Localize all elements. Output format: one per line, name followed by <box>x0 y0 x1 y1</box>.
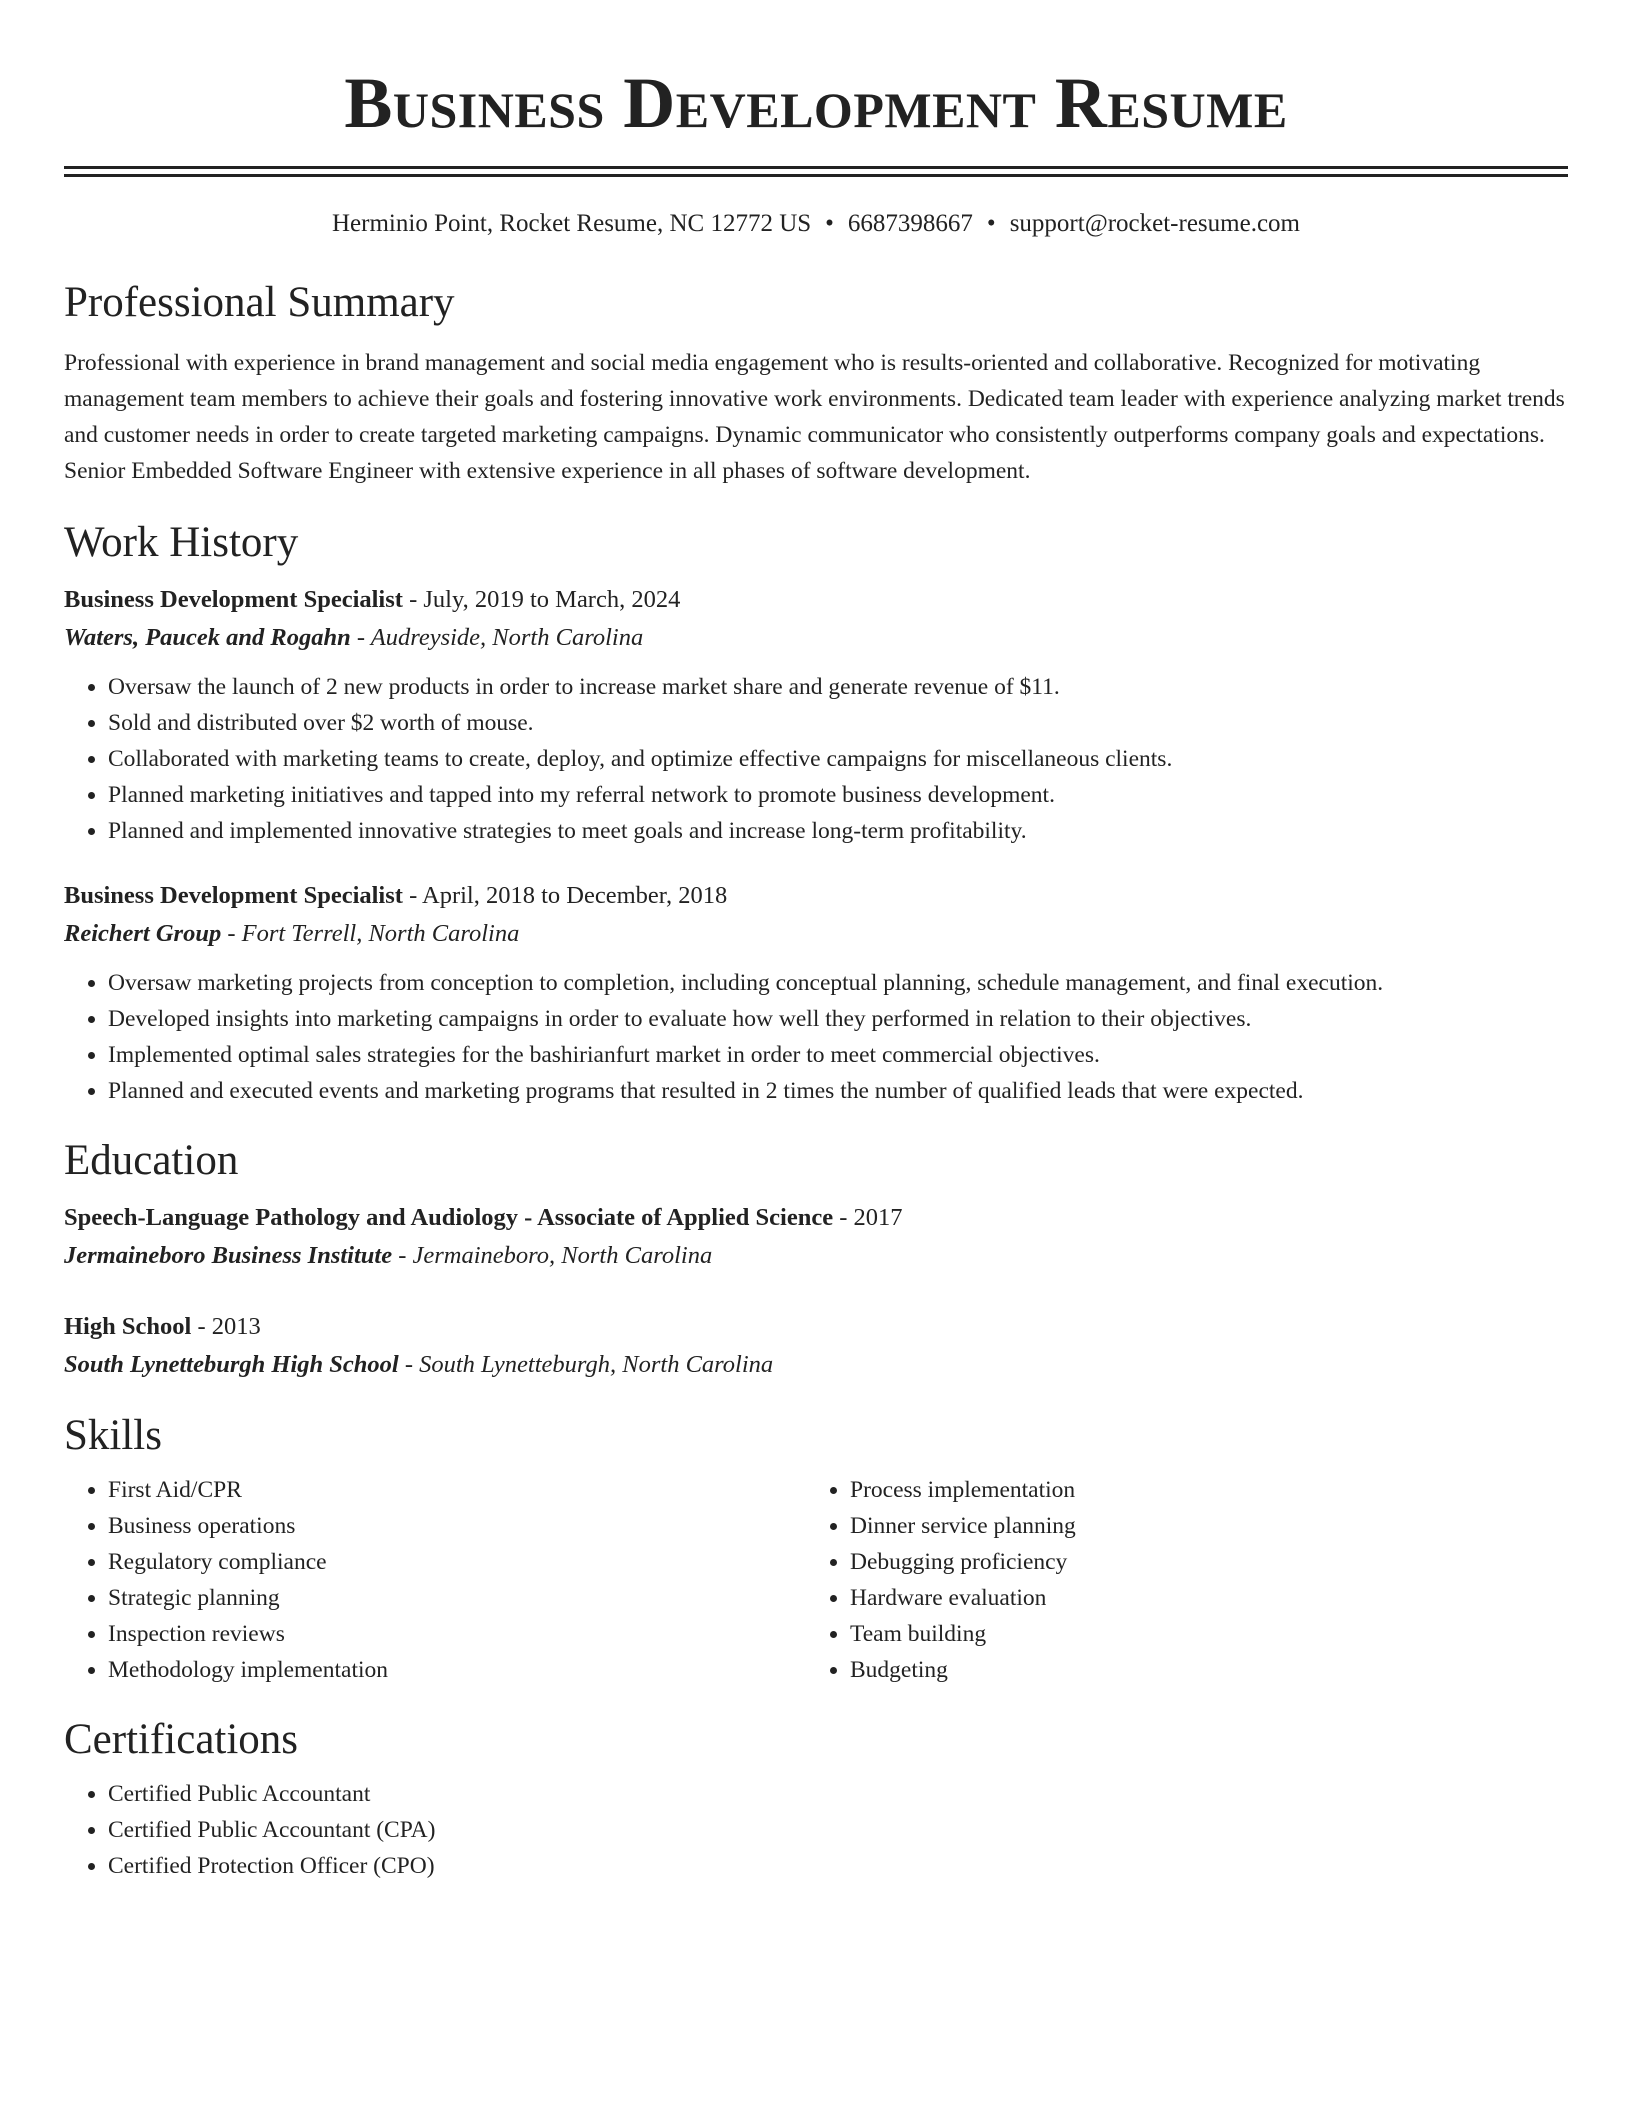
contact-separator: • <box>986 210 996 237</box>
school-line <box>64 1346 1568 1384</box>
job-company-line <box>64 915 1568 953</box>
list-item: • First Aid/CPR <box>108 1472 806 1508</box>
job-dates: - April, 2018 to December, 2018 <box>402 882 728 909</box>
skills-columns <box>64 1472 1568 1688</box>
job-title-line <box>64 877 1568 915</box>
list-item: • Implemented optimal sales strategies for the bashirianfurt market in order to meet commercial objectives. <box>108 1037 1568 1073</box>
certifications-heading: Certifications <box>64 1716 299 1763</box>
education-entry <box>64 1199 1568 1275</box>
list-item: • Sold and distributed over $2 worth of mouse. <box>108 705 1568 741</box>
skills-left-column <box>64 1472 806 1688</box>
job-location: - Fort Terrell, North Carolina <box>221 920 520 947</box>
job-entry <box>64 877 1568 1109</box>
job-bullets <box>64 965 1568 1109</box>
job-company: Reichert Group <box>64 920 222 947</box>
job-location: - Audreyside, North Carolina <box>350 624 644 651</box>
school-location: - South Lynetteburgh, North Carolina <box>398 1351 774 1378</box>
job-title: Business Development Specialist <box>64 882 403 909</box>
school-location: - Jermaineboro, North Carolina <box>392 1242 713 1269</box>
list-item: • Strategic planning <box>108 1580 806 1616</box>
resume-title: Business Development Resume <box>344 63 1288 143</box>
summary-heading: Professional Summary <box>64 279 455 326</box>
school: Jermaineboro Business Institute <box>64 1242 393 1269</box>
list-item: • Developed insights into marketing campaigns in order to evaluate how well they performed in relation to their objectives. <box>108 1001 1568 1037</box>
degree-line <box>64 1199 1568 1237</box>
list-item: • Business operations <box>108 1508 806 1544</box>
job-title: Business Development Specialist <box>64 586 403 613</box>
list-item: • Oversaw the launch of 2 new products in order to increase market share and generate revenue of $11. <box>108 669 1568 705</box>
graduation-year: - 2017 <box>833 1204 903 1231</box>
list-item: • Planned and implemented innovative strategies to meet goals and increase long-term profitability. <box>108 813 1568 849</box>
list-item: • Planned marketing initiatives and tapped into my referral network to promote business development. <box>108 777 1568 813</box>
job-company: Waters, Paucek and Rogahn <box>64 624 351 651</box>
work-history-heading: Work History <box>64 519 299 566</box>
job-dates: - July, 2019 to March, 2024 <box>402 586 681 613</box>
degree: High School <box>64 1313 192 1340</box>
skills-heading: Skills <box>64 1412 162 1459</box>
degree-line <box>64 1308 1568 1346</box>
graduation-year: - 2013 <box>191 1313 261 1340</box>
list-item: • Hardware evaluation <box>850 1580 1548 1616</box>
job-company-line <box>64 619 1568 657</box>
summary-text: Professional with experience in brand management and social media engagement who is results-oriented and collaborative. Recognized for motivating management team members to achieve their goals and fostering innovative work environments. Dedicated team leader with experience analyzing market trends and customer needs in order to create targeted marketing campaigns. Dynamic communicator who consistently outperforms company goals and expectations. Senior Embedded Software Engineer with extensive experience in all phases of software development. <box>64 350 1565 484</box>
title-double-rule <box>64 166 1568 177</box>
list-item: • Certified Public Accountant (CPA) <box>108 1812 1568 1848</box>
list-item: • Inspection reviews <box>108 1616 806 1652</box>
contact-address: Herminio Point, Rocket Resume, NC 12772 US <box>332 210 812 237</box>
contact-email: support@rocket-resume.com <box>1009 210 1300 237</box>
contact-phone: 6687398667 <box>847 210 973 237</box>
job-bullets <box>64 669 1568 849</box>
contact-separator: • <box>825 210 834 237</box>
list-item: • Methodology implementation <box>108 1652 806 1688</box>
list-item: • Certified Public Accountant <box>108 1776 1568 1812</box>
list-item: • Regulatory compliance <box>108 1544 806 1580</box>
school: South Lynetteburgh High School <box>64 1351 399 1378</box>
education-heading: Education <box>64 1137 239 1184</box>
list-item: • Budgeting <box>850 1652 1548 1688</box>
job-entry <box>64 581 1568 849</box>
contact-line <box>64 207 1568 241</box>
list-item: • Certified Protection Officer (CPO) <box>108 1848 1568 1884</box>
job-title-line <box>64 581 1568 619</box>
list-item: • Oversaw marketing projects from conception to completion, including conceptual planning, schedule management, and final execution. <box>108 965 1568 1001</box>
list-item: • Planned and executed events and marketing programs that resulted in 2 times the number of qualified leads that were expected. <box>108 1073 1568 1109</box>
list-item: • Collaborated with marketing teams to create, deploy, and optimize effective campaigns for miscellaneous clients. <box>108 741 1568 777</box>
degree: Speech-Language Pathology and Audiology - Associate of Applied Science <box>64 1204 834 1231</box>
school-line <box>64 1237 1568 1275</box>
skills-right-column <box>806 1472 1548 1688</box>
certifications-list <box>64 1776 1568 1884</box>
list-item: • Debugging proficiency <box>850 1544 1548 1580</box>
list-item: • Team building <box>850 1616 1548 1652</box>
education-entry <box>64 1308 1568 1384</box>
list-item: • Dinner service planning <box>850 1508 1548 1544</box>
list-item: • Process implementation <box>850 1472 1548 1508</box>
